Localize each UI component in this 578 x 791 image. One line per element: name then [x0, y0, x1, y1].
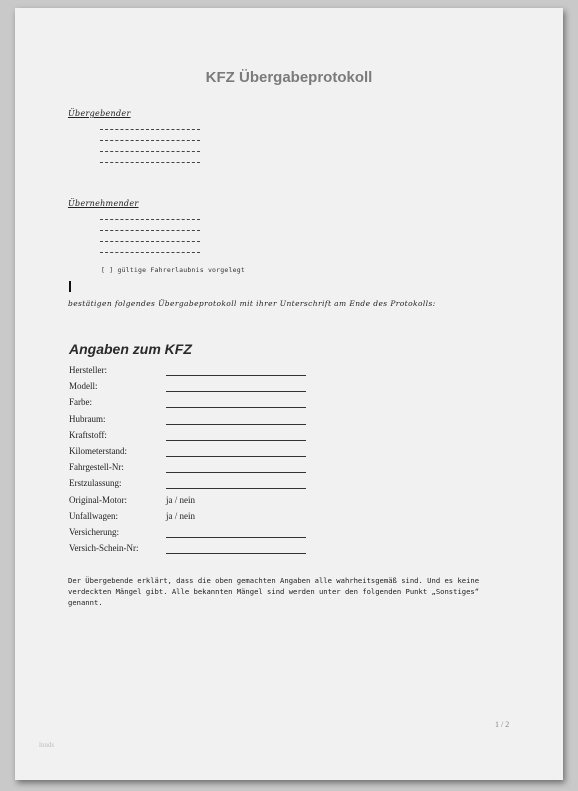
fahrerlaubnis-checkbox[interactable]: [ ] gültige Fahrerlaubnis vorgelegt: [101, 266, 245, 274]
kfz-field-row: [69, 462, 369, 476]
kfz-field-row: [69, 446, 369, 460]
uebernehmender-line-4[interactable]: [100, 252, 200, 253]
kfz-field-row: [69, 511, 369, 525]
uebergebender-line-4[interactable]: [100, 162, 200, 163]
document-page: [15, 8, 563, 780]
text-cursor: [69, 281, 71, 292]
kfz-field-choice[interactable]: ja / nein: [166, 494, 195, 505]
kfz-field-row: [69, 365, 369, 379]
declaration-text: Der Übergebende erklärt, dass die oben gemachten Angaben alle wahrheitsgemäß sind. Und es keine verdeckten Mängel gibt. Alle bekannten Mängel sind werden unter den folgenden Punkt „Sonstiges“ genannt.: [68, 576, 480, 607]
kfz-field-label: Kraftstoff:: [69, 429, 107, 440]
kfz-field-label: Hersteller:: [69, 365, 107, 375]
page-number: 1 / 2: [495, 720, 510, 729]
kfz-field-input-line[interactable]: [166, 456, 306, 457]
uebernehmender-heading: Übernehmender: [68, 199, 139, 208]
uebergebender-line-2[interactable]: [100, 140, 200, 141]
uebernehmender-line-1[interactable]: [100, 219, 200, 220]
kfz-field-row: [69, 414, 369, 428]
confirmation-text: bestätigen folgendes Übergabeprotokoll mit ihrer Unterschrift am Ende des Protokolls:: [68, 299, 436, 308]
kfz-field-row: [69, 527, 369, 541]
kfz-field-row: [69, 430, 369, 444]
kfz-field-input-line[interactable]: [166, 488, 306, 489]
uebergebender-heading: Übergebender: [68, 109, 131, 118]
kfz-field-row: [69, 495, 369, 509]
kfz-field-input-line[interactable]: [166, 440, 306, 441]
uebergebender-line-1[interactable]: [100, 129, 200, 130]
kfz-field-label: Fahrgestell-Nr:: [69, 462, 124, 473]
kfz-field-input-line[interactable]: [166, 553, 306, 554]
kfz-field-row: [69, 397, 369, 411]
kfz-field-row: [69, 543, 369, 557]
kfz-field-row: [69, 381, 369, 395]
kfz-field-label: Modell:: [69, 381, 98, 392]
kfz-field-row: [69, 478, 369, 492]
uebergebender-line-3[interactable]: [100, 151, 200, 152]
kfz-field-label: Original-Motor:: [69, 494, 127, 505]
uebernehmender-line-2[interactable]: [100, 230, 200, 231]
kfz-field-label: Unfallwagen:: [69, 510, 118, 521]
document-title: KFZ Übergabeprotokoll: [205, 69, 373, 86]
kfz-field-label: Versich-Schein-Nr:: [69, 543, 139, 554]
uebernehmender-line-3[interactable]: [100, 241, 200, 242]
kfz-field-input-line[interactable]: [166, 391, 306, 392]
kfz-field-label: Farbe:: [69, 397, 92, 408]
kfz-field-input-line[interactable]: [166, 407, 306, 408]
kfz-field-input-line[interactable]: [166, 424, 306, 425]
kfz-field-label: Hubraum:: [69, 413, 106, 424]
kfz-field-input-line[interactable]: [166, 537, 306, 538]
kfz-field-label: Versicherung:: [69, 527, 119, 537]
kfz-field-choice[interactable]: ja / nein: [166, 510, 195, 521]
kfz-field-input-line[interactable]: [166, 472, 306, 473]
kfz-field-label: Kilometerstand:: [69, 446, 127, 456]
kfz-section-heading: Angaben zum KFZ: [69, 341, 192, 357]
footer-mark: lnnds: [39, 741, 55, 749]
kfz-field-label: Erstzulassung:: [69, 478, 122, 489]
kfz-field-input-line[interactable]: [166, 375, 306, 376]
